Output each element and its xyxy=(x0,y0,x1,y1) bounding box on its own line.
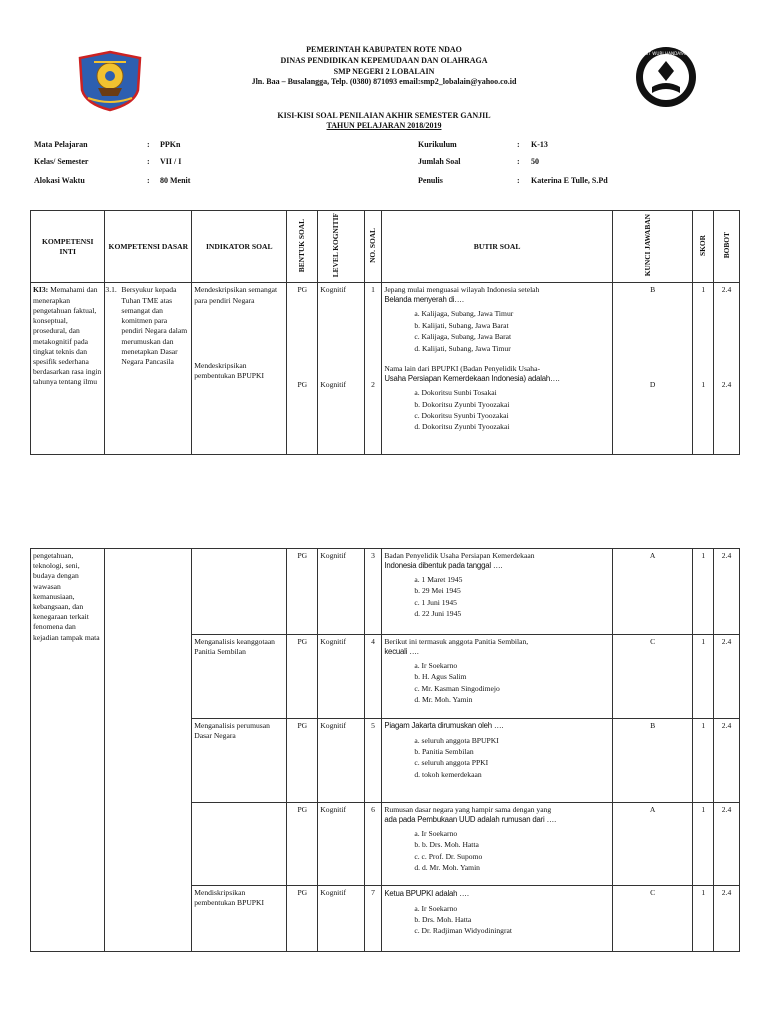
meta-value: VII / I xyxy=(160,157,182,166)
meta-label: Alokasi Waktu xyxy=(34,176,85,185)
question-stem-line2: Ketua BPUPKI adalah …. xyxy=(384,889,469,898)
table-header-row xyxy=(31,211,740,283)
level-cell: Kognitif xyxy=(318,635,365,719)
ki-text: Memahami dan menerapkan pengetahuan faktual, konseptual, prosedural, dan metakognitif pada tingkat teknis dan spesifik sederhana berdasarkan rasa ingin tahunya tentang ilmu xyxy=(33,285,102,387)
header-kompetensi-dasar: KOMPETENSI DASAR xyxy=(105,211,192,283)
no-cell: 4 xyxy=(364,635,382,719)
no-cell: 6 xyxy=(364,803,382,886)
meta-value: 50 xyxy=(531,157,539,166)
option: c. c. Prof. Dr. Supomo xyxy=(414,851,483,861)
option: c. Dr. Radjiman Widyodiningrat xyxy=(414,926,512,936)
header-skor-cell xyxy=(693,211,714,283)
question-6 xyxy=(384,805,609,874)
indikator-cell xyxy=(192,283,287,455)
options-list xyxy=(384,660,609,706)
question-2 xyxy=(384,364,609,433)
header-kunci-jawaban: KUNCI JAWABAN xyxy=(642,214,652,277)
kisi-kisi-table-page-1 xyxy=(30,210,740,455)
question-1 xyxy=(384,285,609,354)
options-list xyxy=(384,574,609,620)
bobot-cell: 2.4 xyxy=(714,635,740,719)
header-kompetensi-inti: KOMPETENSI INTI xyxy=(31,211,105,283)
bobot-cell: 2.4 xyxy=(714,549,740,635)
header-level-cell xyxy=(318,211,365,283)
question-stem-line2: Belanda menyerah di…. xyxy=(384,294,464,304)
header-line-3: SMP NEGERI 2 LOBALAIN xyxy=(333,67,435,76)
bentuk-cell: PG xyxy=(287,886,318,952)
option: d. Mr. Moh. Yamin xyxy=(414,695,473,705)
meta-label: Penulis xyxy=(418,176,443,185)
option: d. 22 Juni 1945 xyxy=(414,609,462,619)
bentuk-cell: PG xyxy=(287,635,318,719)
meta-sep: : xyxy=(147,140,150,149)
options-list xyxy=(384,735,609,781)
level-cell: Kognitif xyxy=(318,719,365,803)
option: b. Kalijati, Subang, Jawa Barat xyxy=(414,320,509,330)
skor-cell xyxy=(693,283,714,455)
meta-label: Kelas/ Semester xyxy=(34,157,89,166)
question-stem-line2: Piagam Jakarta dirumuskan oleh …. xyxy=(384,721,504,730)
table-row xyxy=(31,549,740,635)
meta-value: Katerina E Tulle, S.Pd xyxy=(531,176,608,185)
option: a. Kalijaga, Subang, Jawa Timur xyxy=(414,309,514,319)
header-no-cell xyxy=(364,211,382,283)
no-cell: 5 xyxy=(364,719,382,803)
level-cell xyxy=(318,283,365,455)
question-stem: Nama lain dari BPUPKI (Badan Penyelidik Usaha- xyxy=(384,364,540,374)
header-indikator-soal: INDIKATOR SOAL xyxy=(192,211,287,283)
option: b. H. Agus Salim xyxy=(414,672,467,682)
meta-sep: : xyxy=(517,176,520,185)
option: d. tokoh kemerdekaan xyxy=(414,769,482,779)
header-bentuk-cell xyxy=(287,211,318,283)
ki-label: KI3: xyxy=(33,285,49,295)
header-skor: SKOR xyxy=(698,234,708,256)
bentuk-cell: PG xyxy=(287,719,318,803)
option: b. 29 Mei 1945 xyxy=(414,586,461,596)
option: d. Dokoritsu Zyunbi Tyoozakai xyxy=(414,422,510,432)
meta-value: K-13 xyxy=(531,140,548,149)
no-cell: 3 xyxy=(364,549,382,635)
header-bentuk-soal: BENTUK SOAL xyxy=(297,218,307,272)
kunci-cell: C xyxy=(612,635,693,719)
question-stem: Rumusan dasar negara yang hampir sama dengan yang xyxy=(384,805,552,814)
document-title: KISI-KISI SOAL PENILAIAN AKHIR SEMESTER GANJIL xyxy=(277,111,491,120)
butir-cell xyxy=(382,549,612,635)
option: a. 1 Maret 1945 xyxy=(414,575,463,584)
level-value: Kognitif xyxy=(320,379,347,389)
question-5 xyxy=(384,721,609,780)
bobot-value: 2.4 xyxy=(721,285,732,295)
question-stem-line2: kecuali …. xyxy=(384,646,419,656)
bentuk-value: PG xyxy=(297,379,308,389)
question-stem: Jepang mulai menguasai wilayah Indonesia setelah xyxy=(384,285,540,295)
option: a. Ir Soekarno xyxy=(414,903,458,913)
question-4 xyxy=(384,637,609,706)
meta-sep: : xyxy=(517,157,520,166)
options-list xyxy=(384,828,609,874)
meta-label: Kurikulum xyxy=(418,140,457,149)
option: b. Dokoritsu Zyunbi Tyoozakai xyxy=(414,399,510,409)
question-7 xyxy=(384,889,609,937)
option: b. b. Drs. Moh. Hatta xyxy=(414,840,479,850)
question-stem-line2: ada pada Pembukaan UUD adalah rumusan dari …. xyxy=(384,814,557,824)
header-bobot: BOBOT xyxy=(721,231,731,259)
option: c. Dokoritsu Syunbi Tyoozakai xyxy=(414,410,509,420)
kunci-cell xyxy=(612,283,693,455)
bobot-value: 2.4 xyxy=(721,379,732,389)
bobot-cell xyxy=(714,283,740,455)
option: a. Ir Soekarno xyxy=(414,661,458,670)
header-line-4: Jln. Baa – Busalangga, Telp. (0380) 871093 email:smp2_lobalain@yahoo.co.id xyxy=(251,77,517,86)
option: a. Ir Soekarno xyxy=(414,829,458,838)
header-line-2: DINAS PENDIDIKAN KEPEMUDAAN DAN OLAHRAGA xyxy=(280,56,488,65)
table-row xyxy=(31,283,740,455)
level-cell: Kognitif xyxy=(318,803,365,886)
option: c. 1 Juni 1945 xyxy=(414,597,457,607)
meta-sep: : xyxy=(147,157,150,166)
options-list xyxy=(384,903,609,937)
option: d. Kalijati, Subang, Jawa Timur xyxy=(414,343,511,353)
option: c. Mr. Kasman Singodimejo xyxy=(414,683,500,693)
kd-cell xyxy=(105,549,192,952)
skor-value: 1 xyxy=(701,379,706,389)
kunci-cell: B xyxy=(612,719,693,803)
kunci-value: D xyxy=(649,379,656,389)
header-kunci-cell xyxy=(612,211,693,283)
meta-value: PPKn xyxy=(160,140,181,149)
question-stem-line2: Usaha Persiapan Kemerdekaan Indonesia) adalah…. xyxy=(384,373,560,383)
options-list xyxy=(384,387,609,433)
meta-sep: : xyxy=(147,176,150,185)
document-subtitle: TAHUN PELAJARAN 2018/2019 xyxy=(326,121,442,130)
meta-label: Jumlah Soal xyxy=(418,157,461,166)
header-no-soal: NO. SOAL xyxy=(368,227,378,263)
skor-cell: 1 xyxy=(693,886,714,952)
header-bobot-cell xyxy=(714,211,740,283)
question-stem-line2: Indonesia dibentuk pada tanggal …. xyxy=(384,560,503,570)
option: c. seluruh anggota PPKI xyxy=(414,758,489,768)
kunci-cell: C xyxy=(612,886,693,952)
bentuk-value: PG xyxy=(297,285,308,295)
options-list xyxy=(384,308,609,354)
skor-cell: 1 xyxy=(693,719,714,803)
option: d. d. Mr. Moh. Yamin xyxy=(414,863,480,873)
level-cell: Kognitif xyxy=(318,886,365,952)
bentuk-cell xyxy=(287,283,318,455)
header-line-1: PEMERINTAH KABUPATEN ROTE NDAO xyxy=(306,45,462,54)
option: a. seluruh anggota BPUPKI xyxy=(414,735,499,745)
kd-number: 3.1. xyxy=(105,285,117,295)
kunci-cell: A xyxy=(612,803,693,886)
no-value: 2 xyxy=(371,379,375,389)
ki-cell xyxy=(31,283,105,455)
butir-cell xyxy=(382,886,612,952)
indikator-cell xyxy=(192,549,287,635)
bentuk-cell: PG xyxy=(287,803,318,886)
ki-cell: pengetahuan, teknologi, seni, budaya dengan wawasan kemanusiaan, kebangsaan, dan kenegaraan terkait fenomena dan kejadian tampak mata xyxy=(31,549,105,952)
no-cell xyxy=(364,283,382,455)
bobot-cell: 2.4 xyxy=(714,803,740,886)
skor-cell: 1 xyxy=(693,803,714,886)
option: b. Panitia Sembilan xyxy=(414,746,474,756)
option: c. Kalijaga, Subang, Jawa Barat xyxy=(414,332,512,342)
skor-cell: 1 xyxy=(693,549,714,635)
indikator-text: Mendeskripsikan semangat para pendiri Negara xyxy=(194,285,278,305)
indikator-text: Mendeskripsikan pembentukan BPUPKI xyxy=(194,360,265,381)
no-value: 1 xyxy=(371,285,375,295)
option: b. Drs. Moh. Hatta xyxy=(414,914,472,924)
butir-cell xyxy=(382,719,612,803)
bobot-cell: 2.4 xyxy=(714,886,740,952)
kunci-cell: A xyxy=(612,549,693,635)
meta-sep: : xyxy=(517,140,520,149)
skor-cell: 1 xyxy=(693,635,714,719)
indikator-cell: Menganalisis perumusan Dasar Negara xyxy=(192,719,287,803)
kd-cell xyxy=(105,283,192,455)
option: a. Dokoritsu Sunbi Tosakai xyxy=(414,388,497,398)
tut-wuri-handayani-text: TUT WURI HANDAYANI xyxy=(642,51,690,56)
kisi-kisi-table-page-2 xyxy=(30,548,740,952)
meta-value: 80 Menit xyxy=(160,176,191,185)
indikator-cell: Menganalisis keanggotaan Panitia Sembilan xyxy=(192,635,287,719)
indikator-cell: Mendiskripsikan pembentukan BPUPKI xyxy=(192,886,287,952)
butir-cell xyxy=(382,283,612,455)
level-value: Kognitif xyxy=(320,285,347,295)
kd-text: Bersyukur kepada Tuhan TME atas semangat dan komitmen para pendiri Negara dalam merumuskan dan menetapkan Dasar Negara Pancasila xyxy=(121,285,188,366)
question-3 xyxy=(384,551,609,620)
kunci-value: B xyxy=(650,285,656,295)
indikator-cell xyxy=(192,803,287,886)
level-cell: Kognitif xyxy=(318,549,365,635)
butir-cell xyxy=(382,803,612,886)
butir-cell xyxy=(382,635,612,719)
bentuk-cell: PG xyxy=(287,549,318,635)
header-butir-soal: BUTIR SOAL xyxy=(382,211,612,283)
no-cell: 7 xyxy=(364,886,382,952)
header-level-kognitif: LEVEL KOGNITIF xyxy=(331,213,341,278)
skor-value: 1 xyxy=(701,285,706,295)
bobot-cell: 2.4 xyxy=(714,719,740,803)
question-stem: Berikut ini termasuk anggota Panitia Sembilan, xyxy=(384,637,529,646)
meta-label: Mata Pelajaran xyxy=(34,140,88,149)
question-stem: Badan Penyelidik Usaha Persiapan Kemerdekaan xyxy=(384,551,535,560)
